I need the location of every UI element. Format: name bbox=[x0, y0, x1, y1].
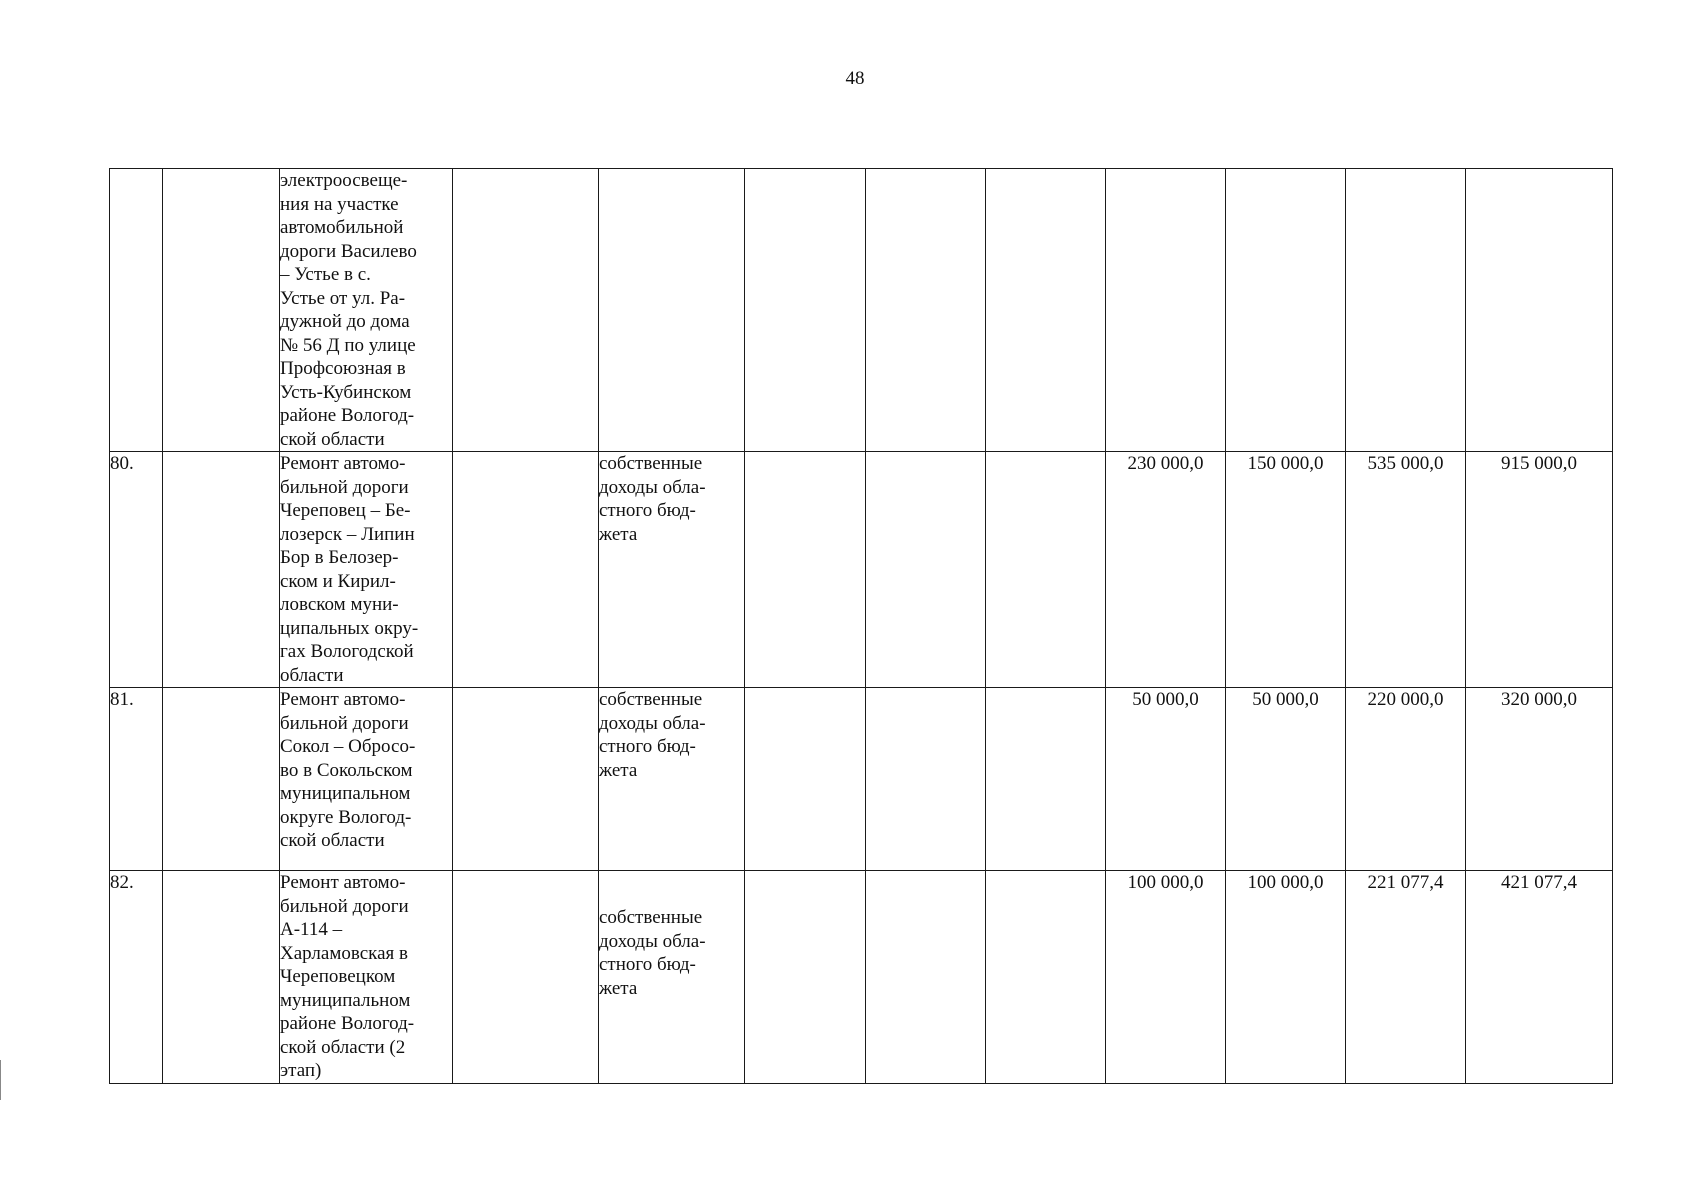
empty-cell bbox=[453, 871, 599, 1084]
empty-cell bbox=[745, 169, 866, 452]
empty-cell bbox=[866, 452, 986, 688]
budget-table bbox=[109, 168, 1613, 1084]
amount-year1-cell: 100 000,0 bbox=[1106, 871, 1226, 1084]
empty-cell bbox=[986, 452, 1106, 688]
empty-cell bbox=[453, 688, 599, 871]
amount-year2-cell: 100 000,0 bbox=[1226, 871, 1346, 1084]
amount-year1-cell bbox=[1106, 169, 1226, 452]
object-name-cell: электроосвеще- ния на участке автомобильной дороги Василево – Устье в с. Устье от ул. Ра- дужной до дома № 56 Д по улице Профсоюзная в Усть-Кубинском районе Вологод- ской области bbox=[280, 169, 453, 452]
empty-cell bbox=[745, 688, 866, 871]
table-row bbox=[110, 169, 1613, 452]
amount-total-cell: 320 000,0 bbox=[1466, 688, 1613, 871]
amount-year2-cell: 50 000,0 bbox=[1226, 688, 1346, 871]
object-name-cell: Ремонт автомо- бильной дороги А-114 – Харламовская в Череповецком муниципальном районе Вологод- ской области (2 этап) bbox=[280, 871, 453, 1084]
empty-cell bbox=[163, 452, 280, 688]
empty-cell bbox=[745, 871, 866, 1084]
amount-total-cell: 915 000,0 bbox=[1466, 452, 1613, 688]
empty-cell bbox=[453, 169, 599, 452]
table-row bbox=[110, 452, 1613, 688]
row-number-cell: 81. bbox=[110, 688, 163, 871]
empty-cell bbox=[866, 169, 986, 452]
funding-source-cell: собственные доходы обла- стного бюд- жета bbox=[599, 871, 745, 1084]
empty-cell bbox=[745, 452, 866, 688]
empty-cell bbox=[986, 688, 1106, 871]
empty-cell bbox=[163, 169, 280, 452]
scan-edge-marks bbox=[0, 1060, 7, 1100]
empty-cell bbox=[986, 169, 1106, 452]
funding-source-cell: собственные доходы обла- стного бюд- жета bbox=[599, 452, 745, 688]
amount-year2-cell: 150 000,0 bbox=[1226, 452, 1346, 688]
empty-cell bbox=[163, 871, 280, 1084]
amount-year3-cell: 535 000,0 bbox=[1346, 452, 1466, 688]
table-row bbox=[110, 688, 1613, 871]
amount-year3-cell bbox=[1346, 169, 1466, 452]
table-row bbox=[110, 871, 1613, 1084]
empty-cell bbox=[866, 871, 986, 1084]
page-number: 48 bbox=[845, 68, 865, 89]
row-number-cell bbox=[110, 169, 163, 452]
amount-year1-cell: 50 000,0 bbox=[1106, 688, 1226, 871]
empty-cell bbox=[866, 688, 986, 871]
amount-total-cell bbox=[1466, 169, 1613, 452]
row-number-cell: 80. bbox=[110, 452, 163, 688]
row-number-cell: 82. bbox=[110, 871, 163, 1084]
empty-cell bbox=[453, 452, 599, 688]
object-name-cell: Ремонт автомо- бильной дороги Сокол – Обросо- во в Сокольском муниципальном округе Вологод- ской области bbox=[280, 688, 453, 871]
amount-year2-cell bbox=[1226, 169, 1346, 452]
amount-year3-cell: 220 000,0 bbox=[1346, 688, 1466, 871]
amount-total-cell: 421 077,4 bbox=[1466, 871, 1613, 1084]
amount-year1-cell: 230 000,0 bbox=[1106, 452, 1226, 688]
empty-cell bbox=[163, 688, 280, 871]
funding-source-cell: собственные доходы обла- стного бюд- жета bbox=[599, 688, 745, 871]
amount-year3-cell: 221 077,4 bbox=[1346, 871, 1466, 1084]
funding-source-cell bbox=[599, 169, 745, 452]
empty-cell bbox=[986, 871, 1106, 1084]
object-name-cell: Ремонт автомо- бильной дороги Череповец – Бе- лозерск – Липин Бор в Белозер- ском и Кирил- ловском муни- ципальных окру- гах Вологодской области bbox=[280, 452, 453, 688]
